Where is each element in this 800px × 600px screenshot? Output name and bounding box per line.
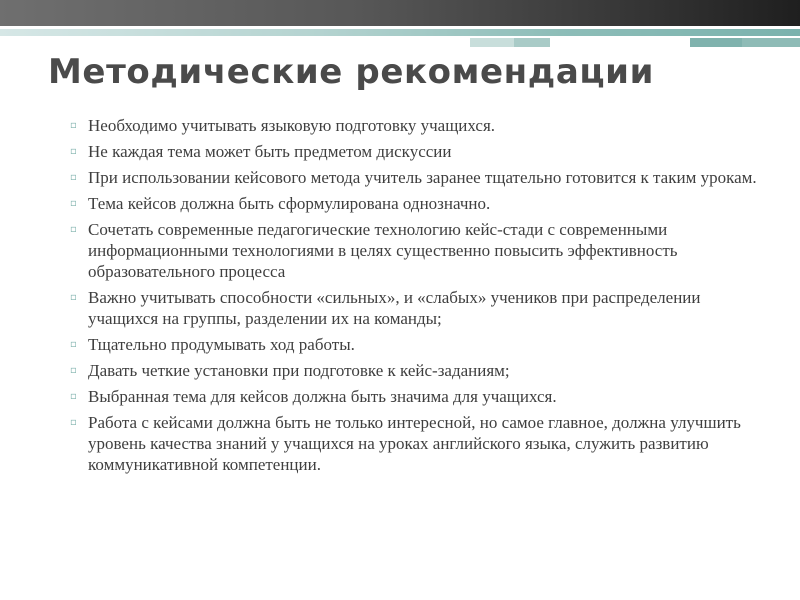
- bullet-marker-icon: ▫: [70, 120, 77, 131]
- teal-decor-strip: [0, 29, 800, 36]
- decor-block: [690, 38, 742, 47]
- decor-block: [470, 38, 514, 47]
- bullet-text: Важно учитывать способности «сильных», и «слабых» учеников при распределении учащихся на группы, разделении их на команды;: [88, 288, 701, 328]
- bullet-text: Выбранная тема для кейсов должна быть значима для учащихся.: [88, 387, 557, 406]
- bullet-text: Тщательно продумывать ход работы.: [88, 335, 355, 354]
- bullet-text: Необходимо учитывать языковую подготовку учащихся.: [88, 116, 496, 135]
- bullet-item: [70, 412, 760, 475]
- bullet-text: Сочетать современные педагогические технологию кейс-стади с современными информационными технологиями в целях существенно повысить эффективность образовательного процесса: [88, 220, 678, 281]
- bullet-marker-icon: ▫: [70, 146, 77, 157]
- bullet-marker-icon: ▫: [70, 339, 77, 350]
- bullet-item: [70, 115, 760, 136]
- bullet-marker-icon: ▫: [70, 198, 77, 209]
- bullet-item: [70, 219, 760, 282]
- bullet-text: Тема кейсов должна быть сформулирована однозначно.: [88, 194, 491, 213]
- bullet-item: [70, 141, 760, 162]
- bullet-item: [70, 287, 760, 329]
- bullet-text: Работа с кейсами должна быть не только интересной, но самое главное, должна улучшить уровень качества знаний у учащихся на уроках английского языка, служить развитию коммуникативной компетенции.: [88, 413, 741, 474]
- bullet-text: При использовании кейсового метода учитель заранее тщательно готовится к таким урокам.: [88, 168, 757, 187]
- decor-block: [514, 38, 550, 47]
- bullet-item: [70, 360, 760, 381]
- bullet-text: Не каждая тема может быть предметом дискуссии: [88, 142, 452, 161]
- slide-title: Методические рекомендации: [48, 52, 655, 92]
- bullet-marker-icon: ▫: [70, 365, 77, 376]
- top-decor-band-gradient: [0, 0, 800, 26]
- bullet-marker-icon: ▫: [70, 224, 77, 235]
- bullet-marker-icon: ▫: [70, 172, 77, 183]
- bullet-item: [70, 386, 760, 407]
- bullet-marker-icon: ▫: [70, 417, 77, 428]
- bullet-marker-icon: ▫: [70, 391, 77, 402]
- bullet-item: [70, 167, 760, 188]
- bullet-item: [70, 193, 760, 214]
- bullet-item: [70, 334, 760, 355]
- bullet-list: [70, 115, 760, 480]
- decor-block: [742, 38, 800, 47]
- bullet-text: Давать четкие установки при подготовке к кейс-заданиям;: [88, 361, 510, 380]
- bullet-marker-icon: ▫: [70, 292, 77, 303]
